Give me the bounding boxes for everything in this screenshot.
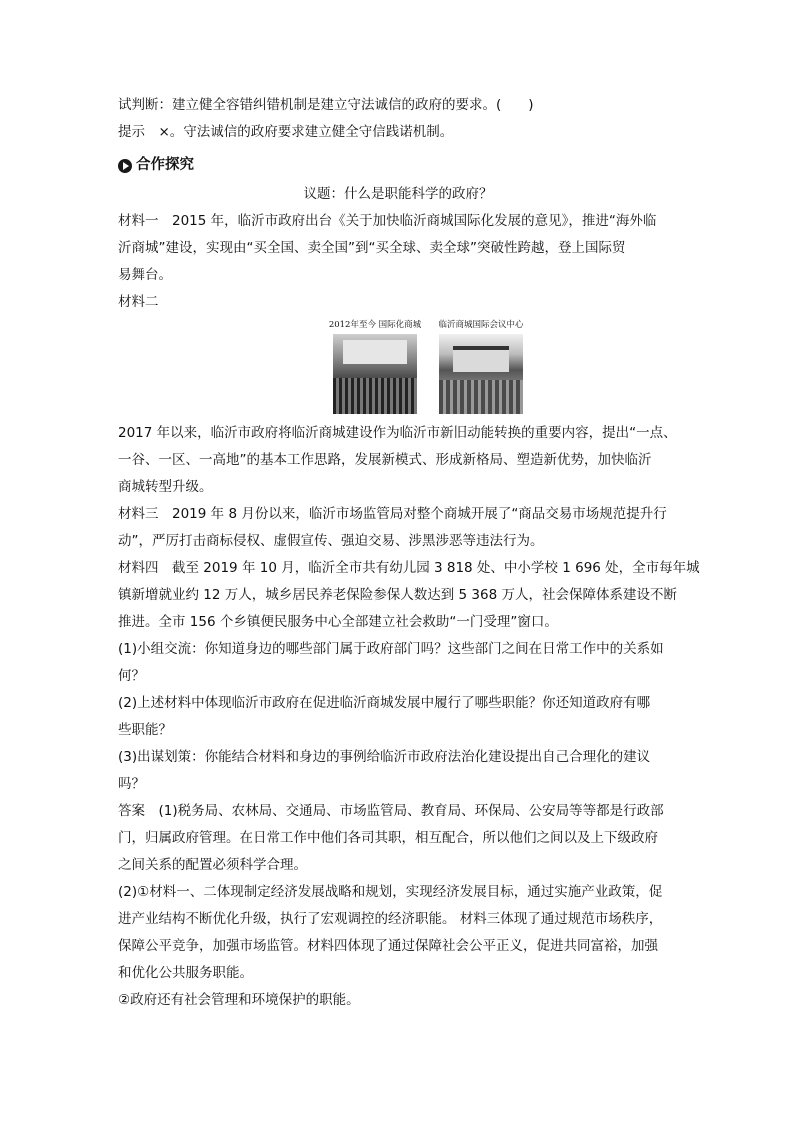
question-two bbox=[118, 690, 678, 744]
material-two-line: 2017 年以来，临沂市政府将临沂商城建设作为临沂市新旧动能转换的重要内容，提出“一点、 bbox=[118, 425, 677, 441]
answer-line: 答案 (1)税务局、农林局、交通局、市场监管局、教育局、环保局、公安局等等都是行政部 bbox=[118, 803, 664, 819]
question-line: (3)出谋划策：你能结合材料和身边的事例给临沂市政府法治化建设提出自己合理化的建议 bbox=[118, 749, 651, 765]
question-one bbox=[118, 636, 678, 690]
question-line: 吗？ bbox=[118, 776, 145, 792]
material-one-line: 易舞台。 bbox=[118, 267, 172, 283]
answer-line: 保障公平竞争，加强市场监管。材料四体现了通过保障社会公平正义，促进共同富裕，加强 bbox=[118, 938, 658, 954]
question-three bbox=[118, 744, 678, 798]
material-three bbox=[118, 501, 678, 555]
material-four-line: 镇新增就业约 12 万人，城乡居民养老保险参保人数达到 5 368 万人，社会保障体系建设不断 bbox=[118, 587, 677, 603]
answer-line: 门，归属政府管理。在日常工作中他们各司其职，相互配合，所以他们之间以及上下级政府 bbox=[118, 830, 658, 846]
question-line: 何？ bbox=[118, 668, 145, 684]
material-two-label: 材料二 bbox=[118, 294, 159, 310]
mall-photo-image bbox=[333, 334, 417, 414]
play-circle-icon bbox=[118, 159, 132, 173]
answer-line: 之间关系的配置必须科学合理。 bbox=[118, 857, 307, 873]
photo-international-mall bbox=[328, 318, 422, 414]
material-two bbox=[118, 289, 678, 501]
material-one-line: 材料一 2015 年，临沂市政府出台《关于加快临沂商城国际化发展的意见》，推进“海外临 bbox=[118, 213, 657, 229]
photo-caption: 临沂商城国际会议中心 bbox=[438, 320, 524, 330]
judgment-hint: 提示 ×。守法诚信的政府要求建立健全守信践诺机制。 bbox=[118, 124, 454, 140]
question-line: 些职能？ bbox=[118, 722, 172, 738]
answer-line: 进产业结构不断优化升级，执行了宏观调控的经济职能。 材料三体现了通过规范市场秩序， bbox=[118, 911, 663, 927]
material-one-line: 沂商城”建设，实现由“买全国、卖全国”到“买全球、卖全球”突破性跨越，登上国际贸 bbox=[118, 240, 626, 256]
material-one bbox=[118, 208, 678, 289]
material-four bbox=[118, 555, 700, 636]
material-four-line: 推进。全市 156 个乡镇便民服务中心全部建立社会救助“一门受理”窗口。 bbox=[118, 614, 558, 630]
photo-conference-center bbox=[439, 318, 523, 414]
answer-block bbox=[118, 798, 678, 1014]
document-page bbox=[118, 92, 700, 1014]
answer-line: 和优化公共服务职能。 bbox=[118, 965, 253, 981]
photo-caption: 2012年至今 国际化商城 bbox=[328, 320, 422, 330]
question-line: (1)小组交流：你知道身边的哪些部门属于政府部门吗？这些部门之间在日常工作中的关系如 bbox=[118, 641, 664, 657]
material-three-line: 动”，严厉打击商标侵权、虚假宣传、强迫交易、涉黑涉恶等违法行为。 bbox=[118, 533, 544, 549]
section-title: 合作探究 bbox=[136, 157, 194, 173]
topic-title: 议题：什么是职能科学的政府？ bbox=[303, 186, 493, 202]
section-header bbox=[118, 152, 678, 179]
photo-row bbox=[178, 318, 678, 414]
material-two-line: 商城转型升级。 bbox=[118, 479, 213, 495]
answer-line: (2)①材料一、二体现制定经济发展战略和规划，实现经济发展目标，通过实施产业政策，促 bbox=[118, 884, 663, 900]
material-three-line: 材料三 2019 年 8 月份以来，临沂市场监管局对整个商城开展了“商品交易市场规范提升行 bbox=[118, 506, 667, 522]
judgment-question: 试判断：建立健全容错纠错机制是建立守法诚信的政府的要求。( ) bbox=[118, 97, 534, 113]
question-line: (2)上述材料中体现临沂市政府在促进临沂商城发展中履行了哪些职能？你还知道政府有哪 bbox=[118, 695, 651, 711]
material-two-line: 一谷、一区、一高地”的基本工作思路，发展新模式、形成新格局、塑造新优势，加快临沂 bbox=[118, 452, 652, 468]
answer-line: ②政府还有社会管理和环境保护的职能。 bbox=[118, 992, 360, 1008]
conference-photo-image bbox=[439, 334, 523, 414]
material-four-line: 材料四 截至 2019 年 10 月，临沂全市共有幼儿园 3 818 处、中小学校 1 696 处，全市每年城 bbox=[118, 560, 700, 576]
